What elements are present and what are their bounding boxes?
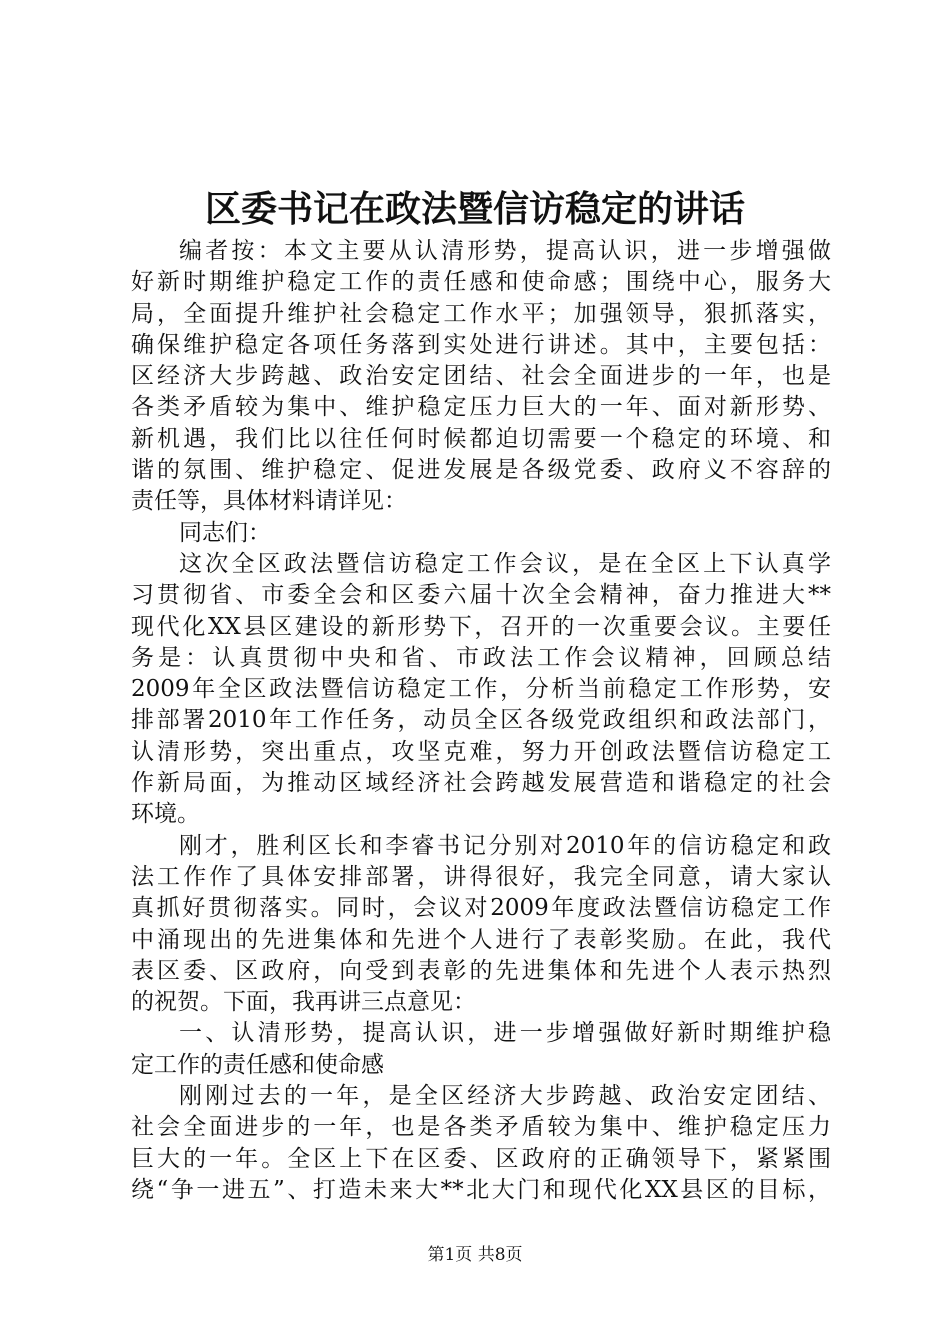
body-line: 绕“争一进五”、打造未来大**北大门和现代化XX县区的目标，	[131, 1176, 831, 1203]
document-title: 区委书记在政法暨信访稳定的讲话	[204, 188, 745, 230]
body-line: 各类矛盾较为集中、维护稳定压力巨大的一年、面对新形势、	[131, 394, 831, 421]
body-line: 定工作的责任感和使命感	[131, 1051, 384, 1078]
body-line: 社会全面进步的一年，也是各类矛盾较为集中、维护稳定压力	[131, 1114, 831, 1141]
body-line: 习贯彻省、市委全会和区委六届十次全会精神，奋力推进大**	[131, 582, 831, 609]
body-line: 法工作作了具体安排部署，讲得很好，我完全同意，请大家认	[131, 863, 831, 890]
body-line: 责任等，具体材料请详见：	[131, 488, 407, 515]
body-line: 刚才，胜利区长和李睿书记分别对2010年的信访稳定和政	[179, 832, 831, 859]
body-line: 的祝贺。下面，我再讲三点意见：	[131, 989, 476, 1016]
body-line: 一、认清形势，提高认识，进一步增强做好新时期维护稳	[179, 1020, 831, 1047]
body-line: 好新时期维护稳定工作的责任感和使命感；围绕中心，服务大	[131, 269, 831, 296]
body-line: 巨大的一年。全区上下在区委、区政府的正确领导下，紧紧围	[131, 1145, 831, 1172]
body-line: 同志们：	[179, 519, 271, 546]
body-line: 刚刚过去的一年，是全区经济大步跨越、政治安定团结、	[179, 1083, 831, 1110]
body-line: 作新局面，为推动区域经济社会跨越发展营造和谐稳定的社会	[131, 770, 831, 797]
body-line: 认清形势，突出重点，攻坚克难，努力开创政法暨信访稳定工	[131, 738, 831, 765]
body-line: 排部署2010年工作任务，动员全区各级党政组织和政法部门，	[131, 707, 831, 734]
body-line: 表区委、区政府，向受到表彰的先进集体和先进个人表示热烈	[131, 957, 831, 984]
body-line: 区经济大步跨越、政治安定团结、社会全面进步的一年，也是	[131, 363, 831, 390]
body-line: 谐的氛围、维护稳定、促进发展是各级党委、政府义不容辞的	[131, 457, 831, 484]
body-line: 真抓好贯彻落实。同时，会议对2009年度政法暨信访稳定工作	[131, 895, 831, 922]
body-line: 新机遇，我们比以往任何时候都迫切需要一个稳定的环境、和	[131, 425, 831, 452]
body-line: 2009年全区政法暨信访稳定工作，分析当前稳定工作形势，安	[131, 676, 831, 703]
body-line: 局，全面提升维护社会稳定工作水平；加强领导，狠抓落实，	[131, 300, 831, 327]
body-line: 环境。	[131, 801, 200, 828]
page-footer: 第1页 共8页	[427, 1245, 523, 1265]
body-line: 编者按：本文主要从认清形势，提高认识，进一步增强做	[179, 238, 831, 264]
document-body	[131, 236, 831, 1206]
body-line: 中涌现出的先进集体和先进个人进行了表彰奖励。在此，我代	[131, 926, 831, 953]
body-line: 务是：认真贯彻中央和省、市政法工作会议精神，回顾总结	[131, 644, 831, 671]
body-line: 现代化XX县区建设的新形势下，召开的一次重要会议。主要任	[131, 613, 831, 640]
body-line: 这次全区政法暨信访稳定工作会议，是在全区上下认真学	[179, 550, 831, 577]
body-line: 确保维护稳定各项任务落到实处进行讲述。其中，主要包括：	[131, 331, 831, 358]
